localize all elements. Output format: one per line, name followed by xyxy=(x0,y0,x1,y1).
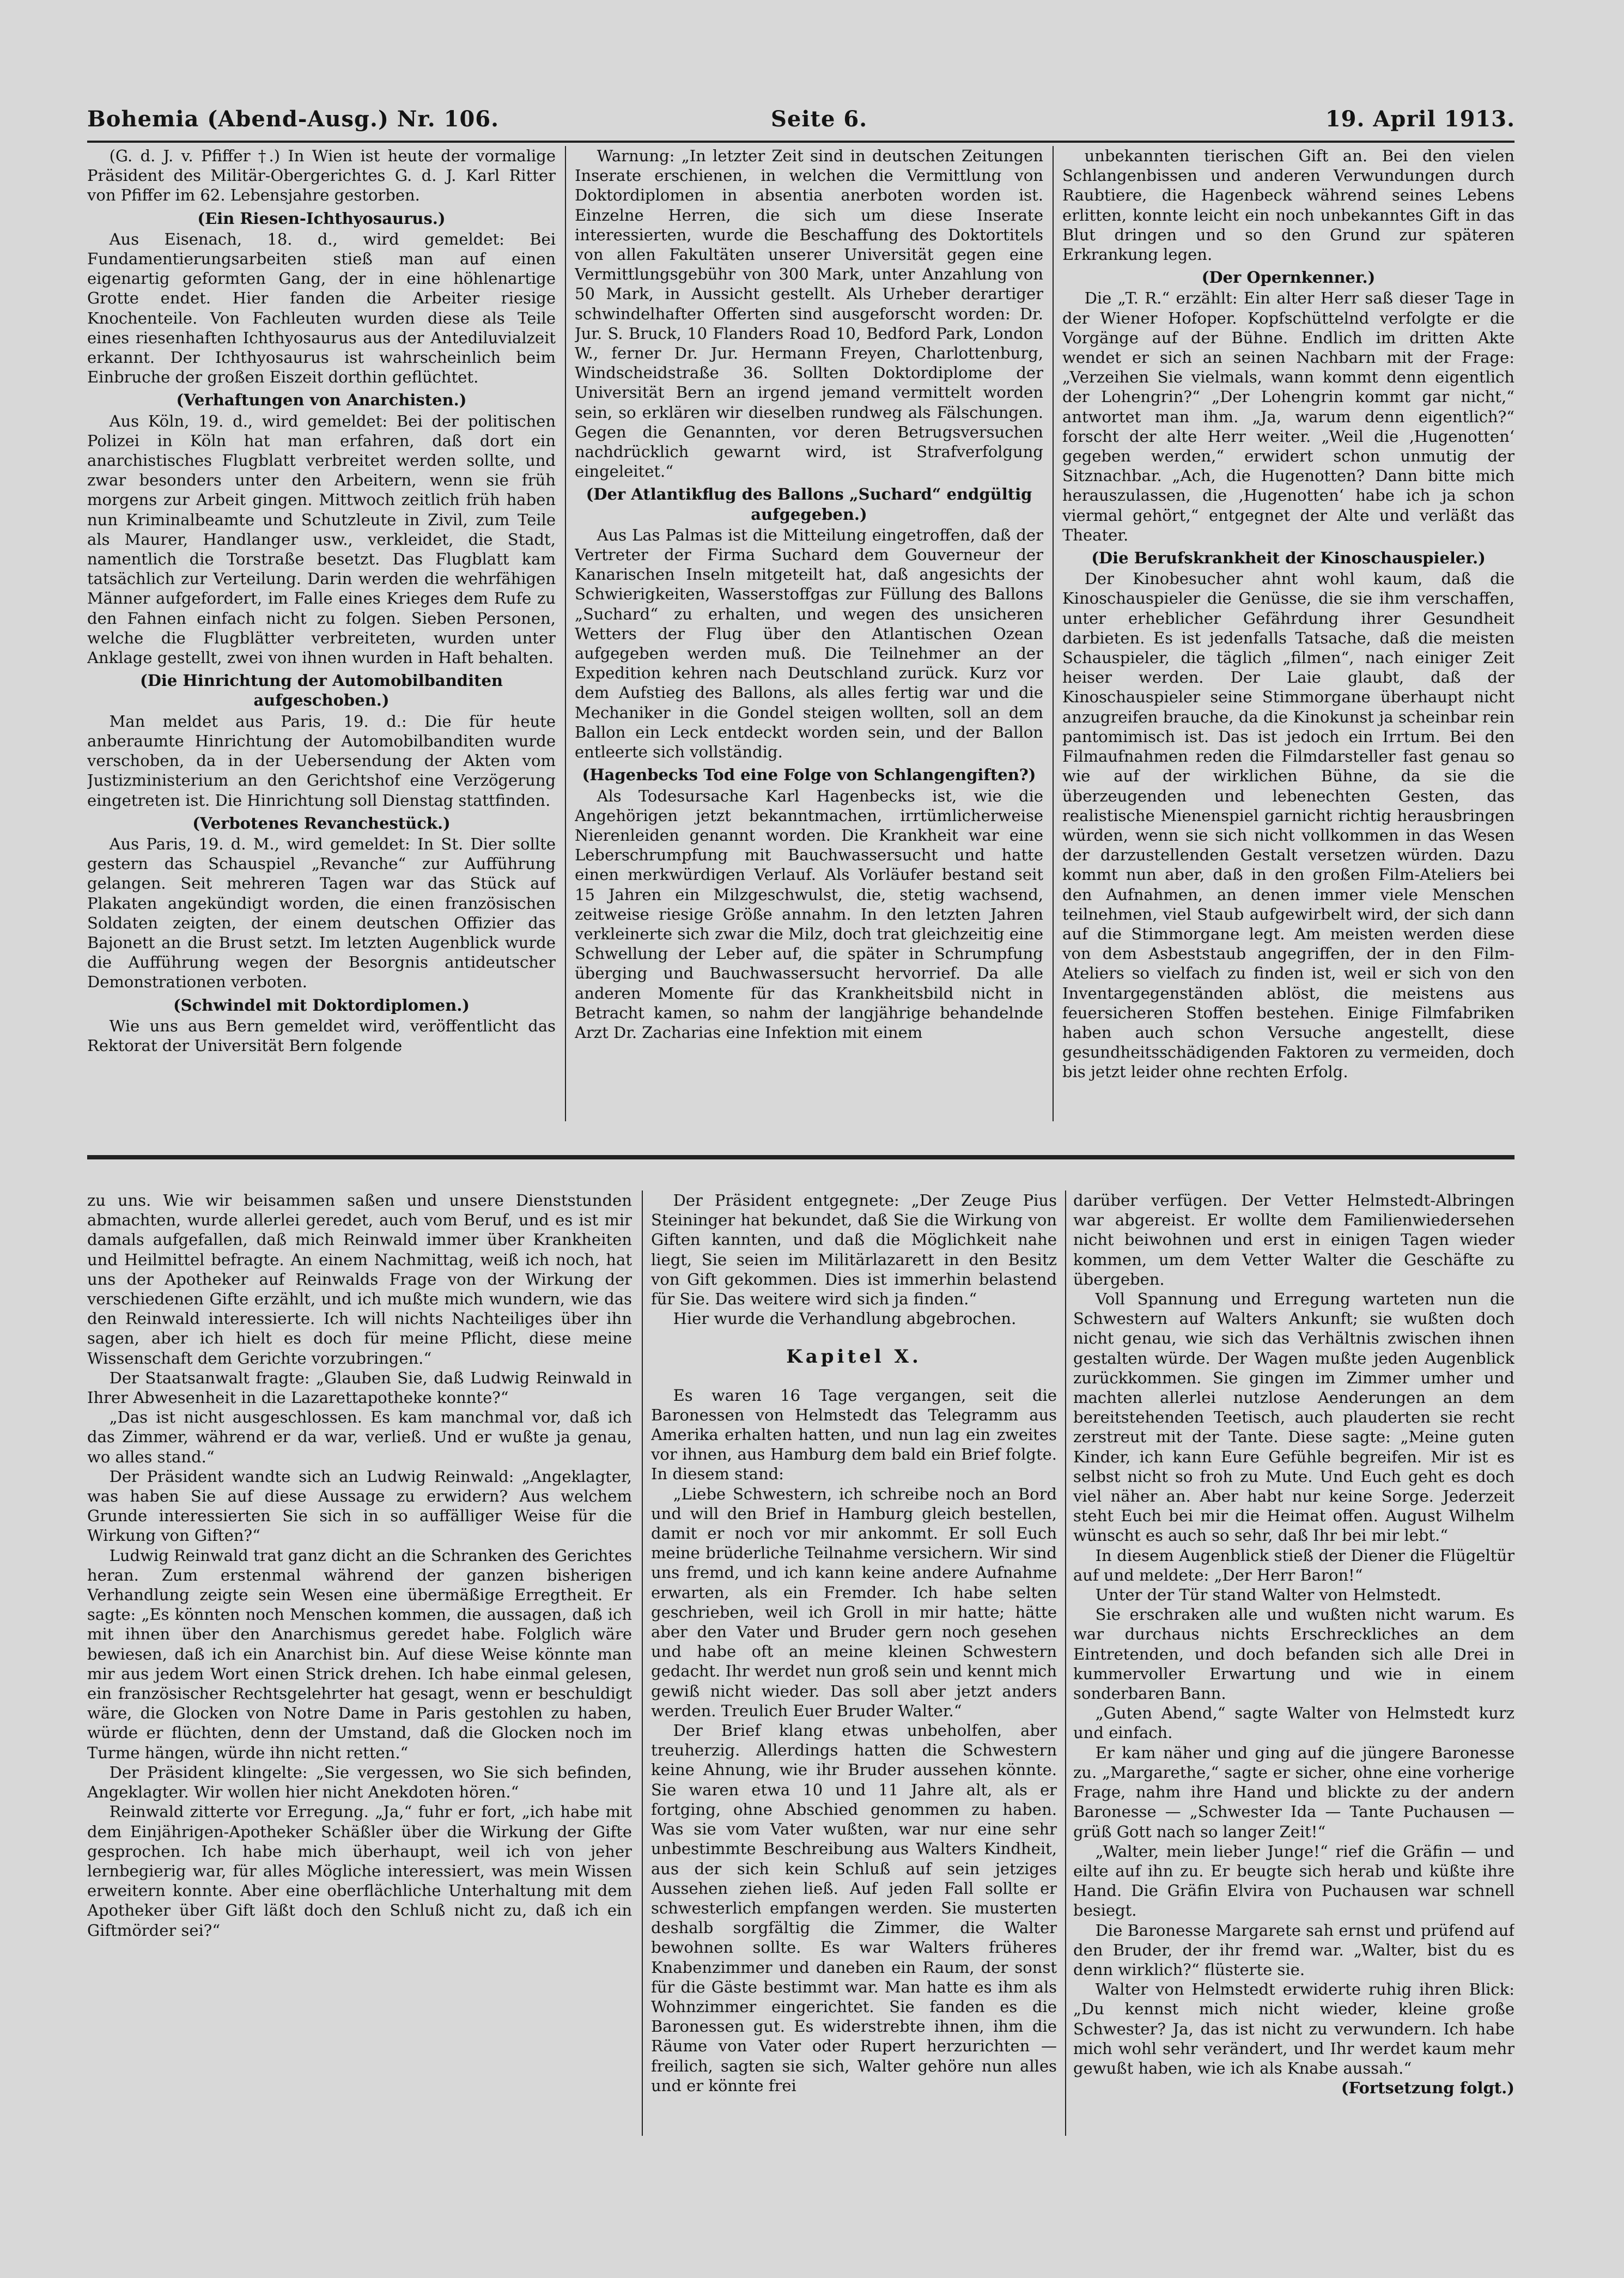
paragraph: Ludwig Reinwald trat ganz dicht an die Schranken des Gerichtes heran. Zum erstenmal während der ganzen bisherigen Verhandlung zeigte sein Wesen eine übermäßige Erregtheit. Er sagte: „Es könnten noch Menschen kommen, die aussagen, daß ich mit ihnen über den Anarchismus geredet habe. Folglich wäre bewiesen, daß ich ein Anarchist bin. Auf diese Weise könnte man mir aus jedem Wort einen Strick drehen. Ich habe einmal gelesen, ein französischer Rechtsgelehrter hat gesagt, wenn er beschuldigt wäre, die Glocken von Notre Dame in Paris gestohlen zu haben, würde er flüchten, denn der Umstand, daß die Glocken noch im Turme hängen, würde ihn nicht retten.“ xyxy=(87,1546,632,1762)
paragraph: Er kam näher und ging auf die jüngere Baronesse zu. „Margarethe,“ sagte er sicher, ohne eine vorherige Frage, nahm ihre Hand und blickte zu der andern Baronesse — „Schwester Ida — Tante Puchausen — grüß Gott nach so langer Zeit!“ xyxy=(1073,1743,1514,1841)
article-headline: (Hagenbecks Tod eine Folge von Schlangengiften?) xyxy=(582,766,1036,785)
article-headline: (Verbotenes Revanchestück.) xyxy=(192,813,451,833)
paragraph: Als Todesursache Karl Hagenbecks ist, wie die Angehörigen jetzt bekanntmachen, irrtümlicherweise Nierenleiden genannt worden. Die Krankheit war eine Leberschrumpfung mit Bauchwassersucht und hatte einen merkwürdigen Verlauf. Als Vorläufer bestand seit 15 Jahren ein Milzgeschwulst, die, stetig wachsend, zeitweise riesige Größe annahm. In den letzten Jahren verkleinerte sich zwar die Milz, doch trat gleichzeitig eine Schwellung der Leber auf, die später in Schrumpfung überging und Bauchwassersucht hervorrief. Da alle anderen Momente für das Krankheitsbild nicht in Betracht kamen, so nahm der langjährige behandelnde Arzt Dr. Zacharias eine Infektion mit einem xyxy=(575,786,1043,1042)
paragraph: unbekannten tierischen Gift an. Bei den vielen Schlangenbissen und anderen Verwundungen durch Raubtiere, die Hagenbeck während seines Lebens erlitten, konnte leicht ein noch unbekanntes Gift in das Blut dringen und so den Grund zur späteren Erkrankung legen. xyxy=(1062,147,1514,264)
paragraph: In diesem Augenblick stieß der Diener die Flügeltür auf und meldete: „Der Herr Baron!“ xyxy=(1073,1546,1514,1584)
feuilleton-rule xyxy=(87,1155,1514,1159)
paragraph: „Liebe Schwestern, ich schreibe noch an Bord und will den Brief in Hamburg gleich bestellen, damit er noch vor mir ankommt. Er soll Euch meine brüderliche Teilnahme versichern. Wir sind uns fremd, und ich kann keine andere Aufnahme erwarten, als ein Fremder. Ich habe selten geschrieben, weil ich Groll in mir hatte; hätte aber den Vater und Bruder gern noch gesehen und habe oft an meine kleinen Schwestern gedacht. Ihr werdet nun groß sein und kennt mich gewiß nicht wieder. Das soll aber jetzt anders werden. Treulich Euer Bruder Walter.“ xyxy=(651,1484,1057,1720)
paragraph: Der Staatsanwalt fragte: „Glauben Sie, daß Ludwig Reinwald in Ihrer Abwesenheit in die Lazarettapotheke konnte?“ xyxy=(87,1368,632,1407)
paragraph: Der Kinobesucher ahnt wohl kaum, daß die Kinoschauspieler die Genüsse, die sie ihm verschaffen, unter erheblicher Gefährdung ihrer Gesundheit darbieten. Es ist jedenfalls Tatsache, daß die meisten Schauspieler, die täglich „filmen“, nach einiger Zeit heiser werden. Der Laie glaubt, daß der Kinoschauspieler seine Stimmorgane überhaupt nicht anzugreifen brauche, da die Kinokunst ja scheinbar rein pantomimisch ist. Das ist jedoch ein Irrtum. Bei den Filmaufnahmen reden die Filmdarsteller fast genau so wie auf der wirklichen Bühne, da sie die überzeugenden und lebenechten Gesten, das realistische Mienenspiel garnicht richtig herausbringen würden, wenn sie sich nicht vollkommen in das Wesen der darzustellenden Gestalt versetzen würden. Dazu kommt nun aber, daß in den großen Film-Ateliers bei den Aufnahmen, an denen immer viele Menschen teilnehmen, viel Staub aufgewirbelt wird, der sich dann auf die Stimmorgane legt. Am meisten werden diese von dem Asbeststaub angegriffen, der in den Film-Ateliers so vielfach zu finden ist, weil er sich von den Inventargegenständen ablöst, die meistens aus feuersicheren Stoffen bestehen. Einige Filmfabriken haben auch schon Versuche angestellt, diese gesundheitsschädigenden Faktoren zu vermeiden, doch bis jetzt leider ohne rechten Erfolg. xyxy=(1062,569,1514,1082)
paragraph: Unter der Tür stand Walter von Helmstedt. xyxy=(1095,1586,1441,1605)
paragraph: „Guten Abend,“ sagte Walter von Helmstedt kurz und einfach. xyxy=(1073,1704,1514,1742)
paragraph: Der Präsident klingelte: „Sie vergessen, wo Sie sich befinden, Angeklagter. Wir wollen hier nicht Anekdoten hören.“ xyxy=(87,1763,632,1802)
paragraph: Der Präsident wandte sich an Ludwig Reinwald: „Angeklagter, was haben Sie auf diese Aussage zu erwidern? Aus welchem Grunde interessierten Sie sich in so auffälliger Weise für die Wirkung von Giften?“ xyxy=(87,1467,632,1545)
paragraph: Man meldet aus Paris, 19. d.: Die für heute anberaumte Hinrichtung der Automobilbanditen wurde verschoben, da in der Uebersendung der Akten vom Justizministerium an den Gerichtshof eine Verzögerung eingetreten ist. Die Hinrichtung soll Dienstag stattfinden. xyxy=(87,712,556,810)
novel-column-1 xyxy=(87,1190,632,2136)
article-headline: (Die Berufskrankheit der Kinoschauspieler.) xyxy=(1091,549,1486,568)
novel-column-2 xyxy=(651,1190,1057,2136)
article-headline: (Der Atlantikflug des Ballons „Suchard“ endgültig aufgegeben.) xyxy=(586,485,1032,524)
paragraph: Es waren 16 Tage vergangen, seit die Baronessen von Helmstedt das Telegramm aus Amerika erhalten hatten, und nun lag ein zweites vor ihnen, aus Hamburg dem bald ein Brief folgte. In diesem stand: xyxy=(651,1386,1057,1484)
paragraph: Hier wurde die Verhandlung abgebrochen. xyxy=(673,1309,1017,1328)
chapter-heading: Kapitel X. xyxy=(786,1346,922,1368)
news-column-2 xyxy=(575,146,1043,1121)
paragraph: Walter von Helmstedt erwiderte ruhig ihren Blick: „Du kennst mich nicht wieder, kleine große Schwester? Ja, das ist nicht zu verwundern. Ich habe mich wohl sehr verändert, und Ihr werdet kaum mehr gewußt haben, wie ich als Knabe aussah.“ xyxy=(1073,1980,1514,2077)
column-divider xyxy=(1053,146,1054,1121)
header-rule xyxy=(87,141,1514,143)
paragraph: Der Brief klang etwas unbeholfen, aber treuherzig. Allerdings hatten die Schwestern keine Ahnung, wie ihr Bruder aussehen könnte. Sie waren etwa 10 und 11 Jahre alt, als er fortging, ohne Abschied genommen zu haben. Was sie vom Vater wußten, war nur eine sehr unbestimmte Beschreibung aus Walters Kindheit, aus der sich kein Schluß auf sein jetziges Aussehen ziehen ließ. Auf jeden Fall sollte er schwesterlich empfangen werden. Sie musterten deshalb sorgfältig die Zimmer, die Walter bewohnen sollte. Es war Walters früheres Knabenzimmer und daneben ein Raum, der sonst für die Gäste bestimmt war. Man hatte es ihm als Wohnzimmer eingerichtet. Sie fanden es die Baronessen gut. Es widerstrebte ihnen, ihm die Räume von Vater oder Rupert herzurichten — freilich, sagten sie sich, Walter gehöre nun alles und er könnte frei xyxy=(651,1721,1057,2095)
paragraph: Der Präsident entgegnete: „Der Zeuge Pius Steininger hat bekundet, daß Sie die Wirkung von Giften kannten, und daß die Möglichkeit nahe liegt, Sie seien im Militärlazarett in den Besitz von Gift gekommen. Dies ist immerhin belastend für Sie. Das weitere wird sich ja finden.“ xyxy=(651,1191,1057,1309)
header-date: 19. April 1913. xyxy=(1325,106,1515,132)
header-page-number: Seite 6. xyxy=(771,106,868,132)
paragraph: (G. d. J. v. Pfiffer †.) In Wien ist heute der vormalige Präsident des Militär-Obergerichtes G. d. J. Karl Ritter von Pfiffer im 62. Lebensjahre gestorben. xyxy=(87,147,556,205)
paragraph: zu uns. Wie wir beisammen saßen und unsere Dienststunden abmachten, wurde allerlei geredet, auch vom Beruf, und es ist mir damals aufgefallen, daß mich Reinwald immer über Krankheiten und Heilmittel befragte. An einem Nachmittag, weiß ich noch, hat uns der Apotheker auf Reinwalds Frage von der Wirkung der verschiedenen Gifte erzählt, und ich mußte mich wundern, wie das den Reinwald interessierte. Ich will nichts Nachteiliges über ihn sagen, aber ich hielt es doch für meine Pflicht, diese meine Wissenschaft dem Gerichte vorzubringen.“ xyxy=(87,1191,632,1368)
paragraph: Wie uns aus Bern gemeldet wird, veröffentlicht das Rektorat der Universität Bern folgende xyxy=(87,1016,556,1055)
page-header xyxy=(87,106,1515,139)
column-divider xyxy=(642,1190,643,2136)
continuation-note: (Fortsetzung folgt.) xyxy=(1341,2079,1514,2098)
article-headline: (Schwindel mit Doktordiplomen.) xyxy=(173,995,470,1015)
paragraph: Die „T. R.“ erzählt: Ein alter Herr saß dieser Tage in der Wiener Hofoper. Kopfschüttelnd verfolgte er die Vorgänge auf der Bühne. Endlich im dritten Akte wendet er sich an seinen Nachbarn mit der Frage: „Verzeihen Sie vielmals, wann kommt denn eigentlich der Lohengrin?“ „Der Lohengrin kommt gar nicht,“ antwortet man ihm. „Ja, warum denn eigentlich?“ forscht der alte Herr weiter. „Weil die ‚Hugenotten‘ gegeben werden,“ erwidert schon unmutig der Sitznachbar. „Ach, die Hugenotten? Dann bitte mich herauszulassen, die ‚Hugenotten‘ habe ich ja schon viermal gehört,“ entgegnet der Alte und verläßt das Theater. xyxy=(1062,289,1514,544)
novel-column-3 xyxy=(1073,1190,1514,2136)
paragraph: Aus Las Palmas ist die Mitteilung eingetroffen, daß der Vertreter der Firma Suchard dem Gouverneur der Kanarischen Inseln mitgeteilt hat, daß angesichts der Schwierigkeiten, Wasserstoffgas zur Füllung des Ballons „Suchard“ zu erhalten, und wegen des unsicheren Wetters der Flug über den Atlantischen Ozean aufgegeben werden muß. Die Teilnehmer an der Expedition kehren nach Deutschland zurück. Kurz vor dem Aufstieg des Ballons, als alles fertig war und die Mechaniker in die Gondel steigen wollten, soll an dem Ballon ein Leck entdeckt worden sein, und der Ballon entleerte sich vollständig. xyxy=(575,525,1043,762)
paragraph: Sie erschraken alle und wußten nicht warum. Es war durchaus nichts Erschreckliches an dem Eintretenden, und doch befanden sich alle Drei in kummervoller Erwartung und wie in einem sonderbaren Bann. xyxy=(1073,1605,1514,1703)
paragraph: darüber verfügen. Der Vetter Helmstedt-Albringen war abgereist. Er wollte dem Familienwiedersehen nicht beiwohnen und erst in einigen Tagen wieder kommen, um dem Vetter Walter die Geschäfte zu übergeben. xyxy=(1073,1191,1514,1289)
paragraph: Aus Paris, 19. d. M., wird gemeldet: In St. Dier sollte gestern das Schauspiel „Revanche“ zur Aufführung gelangen. Seit mehreren Tagen war das Stück auf Plakaten angekündigt worden, die einen französischen Soldaten zeigten, der einem deutschen Offizier das Bajonett an die Brust setzt. Im letzten Augenblick wurde die Aufführung wegen der Besorgnis antideutscher Demonstrationen verboten. xyxy=(87,834,556,992)
news-column-1 xyxy=(87,146,556,1121)
paragraph: „Walter, mein lieber Junge!“ rief die Gräfin — und eilte auf ihn zu. Er beugte sich herab und küßte ihre Hand. Die Gräfin Elvira von Puchausen war schnell besiegt. xyxy=(1073,1842,1514,1920)
article-headline: (Ein Riesen-Ichthyosaurus.) xyxy=(197,209,446,228)
header-publication: Bohemia (Abend-Ausg.) Nr. 106. xyxy=(87,106,500,132)
article-headline: (Verhaftungen von Anarchisten.) xyxy=(176,391,467,410)
paragraph: Aus Köln, 19. d., wird gemeldet: Bei der politischen Polizei in Köln hat man erfahren, daß dort ein anarchistisches Flugblatt verbreitet werden sollte, und zwar besonders unter den Arbeitern, wenn sie früh morgens zur Arbeit gingen. Mittwoch zeitlich früh haben nun Kriminalbeamte und Schutzleute in Zivil, zum Teile als Maurer, Handlanger usw., verkleidet, die Stadt, namentlich die Torstraße besetzt. Das Flugblatt kam tatsächlich zur Verteilung. Darin werden die wehrfähigen Männer aufgefordert, im Falle eines Krieges dem Rufe zu den Fahnen einfach nicht zu folgen. Sieben Personen, welche die Flugblätter verbreiteten, wurden unter Anklage gestellt, zwei von ihnen wurden in Haft behalten. xyxy=(87,411,556,667)
paragraph: Voll Spannung und Erregung warteten nun die Schwestern auf Walters Ankunft; sie wußten doch nicht genau, wie sich das Verhältnis zwischen ihnen gestalten würde. Der Wagen mußte jeden Augenblick zurückkommen. Sie gingen im Zimmer umher und machten allerlei nutzlose Aenderungen an dem bereitstehenden Teetisch, auch plauderten sie recht zerstreut mit der Tante. Diese sagte: „Meine guten Kinder, ich kann Eure Gefühle begreifen. Mir ist es selbst nicht so froh zu Mute. Und Euch geht es doch viel näher an. Aber habt nur keine Sorge. Jederzeit steht Euch bei mir die Heimat offen. August Wilhelm wünscht es auch so sehr, daß Ihr bei mir lebt.“ xyxy=(1073,1290,1514,1545)
paragraph: „Das ist nicht ausgeschlossen. Es kam manchmal vor, daß ich das Zimmer, während er da war, verließ. Und er wußte ja genau, wo alles stand.“ xyxy=(87,1408,632,1466)
column-divider xyxy=(565,146,566,1121)
paragraph: Reinwald zitterte vor Erregung. „Ja,“ fuhr er fort, „ich habe mit dem Einjährigen-Apotheker Schäßler über die Wirkung der Gifte gesprochen. Ich habe mich überhaupt, weil ich von jeher lernbegierig war, für alles Mögliche interessiert, was mein Wissen erweitern konnte. Aber eine oberflächliche Unterhaltung mit dem Apotheker über Gift läßt doch den Schluß nicht zu, daß ich ein Giftmörder sei?“ xyxy=(87,1802,632,1940)
paragraph: Aus Eisenach, 18. d., wird gemeldet: Bei Fundamentierungsarbeiten stieß man auf einen eigenartig geformten Gang, der in eine höhlenartige Grotte endet. Hier fanden die Arbeiter riesige Knochenteile. Von Fachleuten wurden diese als Teile eines riesenhaften Ichthyosaurus aus der Antediluvialzeit erkannt. Der Ichthyosaurus ist wahrscheinlich beim Einbruche der großen Eiszeit dorthin geflüchtet. xyxy=(87,229,556,387)
article-headline: (Die Hinrichtung der Automobilbanditen aufgeschoben.) xyxy=(139,671,503,710)
paragraph: Warnung: „In letzter Zeit sind in deutschen Zeitungen Inserate erschienen, in welchen die Vermittlung von Doktordiplomen in absentia anerboten worden ist. Einzelne Herren, die sich um diese Inserate interessierten, wurde die Beschaffung des Doktortitels von allen Fakultäten unserer Universität gegen eine Vermittlungsgebühr von 300 Mark, unter Anzahlung von 50 Mark, in Aussicht gestellt. Als Urheber derartiger schwindelhafter Offerten sind ausgeforscht worden: Dr. Jur. S. Bruck, 10 Flanders Road 10, Bedford Park, London W., ferner Dr. Jur. Hermann Freyen, Charlottenburg, Windscheidstraße 36. Sollten Doktordiplome der Universität Bern an irgend jemand vermittelt worden sein, so erklären wir dieselben rundweg als Fälschungen. Gegen die Genannten, vor deren Betrugsversuchen nachdrücklich gewarnt wird, ist Strafverfolgung eingeleitet.“ xyxy=(575,147,1043,481)
column-divider xyxy=(1065,1190,1066,2136)
article-headline: (Der Opernkenner.) xyxy=(1201,268,1376,287)
paragraph: Die Baronesse Margarete sah ernst und prüfend auf den Bruder, der ihr fremd war. „Walter, bist du es denn wirklich?“ flüsterte sie. xyxy=(1073,1921,1514,1979)
news-column-3 xyxy=(1062,146,1514,1121)
